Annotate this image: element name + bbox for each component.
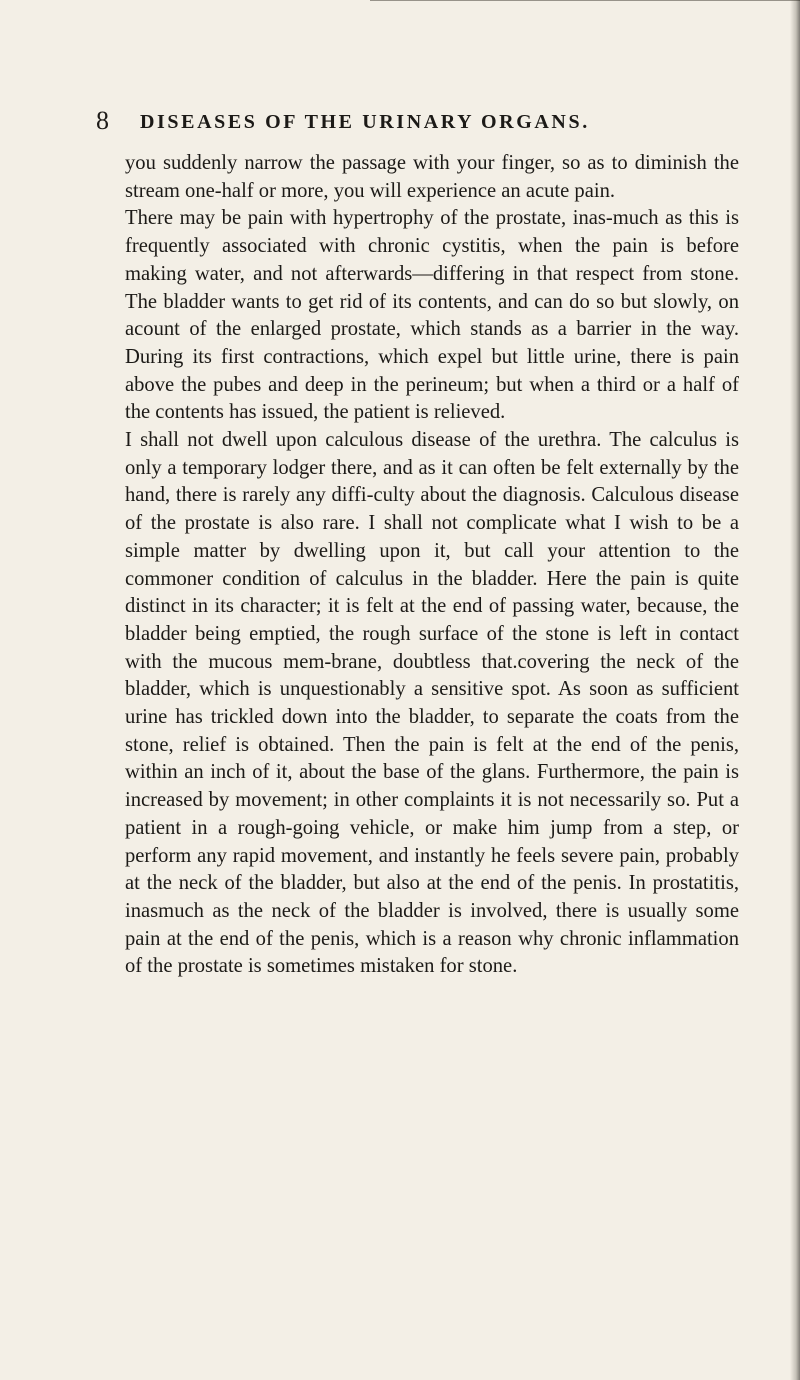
running-title: DISEASES OF THE URINARY ORGANS.: [140, 111, 590, 133]
body-text: [125, 150, 739, 981]
page-binding-shadow: [790, 0, 800, 1380]
paragraph: you suddenly narrow the passage with your finger, so as to diminish the stream one-half or more, you will experience an acute pain.: [125, 152, 739, 202]
page-top-edge-line: [370, 0, 800, 1]
page-number: 8: [96, 106, 109, 135]
paragraph: I shall not dwell upon calculous disease of the urethra. The calculus is only a temporary lodger there, and as it can often be felt externally by the hand, there is rarely any diffi-culty about the diagnosis. Calculous disease of the prostate is also rare. I shall not complicate what I wish to be a simple matter by dwelling upon it, but call your attention to the commoner condition of calculus in the bladder. Here the pain is quite distinct in its character; it is felt at the end of passing water, because, the bladder being emptied, the rough surface of the stone is left in contact with the mucous mem-brane, doubtless that.covering the neck of the bladder, which is unquestionably a sensitive spot. As soon as sufficient urine has trickled down into the bladder, to separate the coats from the stone, relief is obtained. Then the pain is felt at the end of the penis, within an inch of it, about the base of the glans. Furthermore, the pain is increased by movement; in other complaints it is not necessarily so. Put a patient in a rough-going vehicle, or make him jump from a step, or perform any rapid movement, and instantly he feels severe pain, probably at the neck of the bladder, but also at the end of the penis. In prostatitis, inasmuch as the neck of the bladder is involved, there is usually some pain at the end of the penis, which is a reason why chronic inflammation of the prostate is sometimes mistaken for stone.: [125, 429, 739, 978]
page-header: [96, 106, 736, 136]
paragraph: There may be pain with hypertrophy of the prostate, inas-much as this is frequently associated with chronic cystitis, when the pain is before making water, and not afterwards—differing in that respect from stone. The bladder wants to get rid of its contents, and can do so but slowly, on acount of the enlarged prostate, which stands as a barrier in the way. During its first contractions, which expel but little urine, there is pain above the pubes and deep in the perineum; but when a third or a half of the contents has issued, the patient is relieved.: [125, 207, 739, 424]
